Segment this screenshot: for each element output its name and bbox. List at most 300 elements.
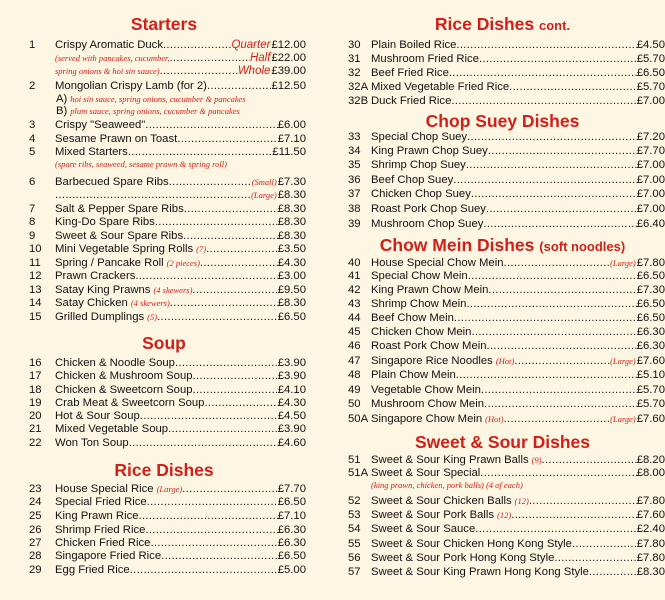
item-note: (2 pieces)	[166, 258, 200, 268]
leader-dots	[471, 326, 636, 339]
item-note: (4 skewers)	[130, 298, 170, 308]
item-number: 38	[348, 203, 361, 215]
leader-dots	[487, 340, 637, 353]
menu-item	[29, 397, 306, 410]
menu-item	[348, 81, 665, 94]
item-price: £7.00	[636, 188, 665, 200]
menu-item	[29, 423, 306, 436]
leader-dots	[488, 145, 637, 158]
item-name: Shrimp Chow Mein	[371, 298, 467, 310]
item-price: £7.80	[636, 538, 665, 550]
item-number: 32B	[348, 95, 369, 107]
item-name: Sweet & Sour Special	[371, 467, 481, 479]
leader-dots	[511, 509, 636, 522]
item-number: 42	[348, 284, 361, 296]
leader-dots	[468, 270, 637, 283]
item-number: 29	[29, 564, 42, 576]
item-number: 15	[29, 311, 42, 323]
item-name: Roast Pork Chow Mein	[371, 340, 487, 352]
item-price: £5.00	[277, 564, 306, 576]
item-number: 51A	[348, 467, 369, 479]
item-name: Special Chow Mein	[371, 270, 468, 282]
menu-item	[29, 176, 306, 189]
item-note: (9)	[531, 455, 542, 465]
menu-item	[348, 95, 665, 108]
item-price: £3.90	[277, 423, 306, 435]
item-number: 22	[29, 437, 42, 449]
leader-dots	[542, 454, 637, 467]
item-price: £7.20	[636, 131, 665, 143]
item-price: £7.00	[636, 159, 665, 171]
rice-cont-heading	[340, 14, 665, 36]
item-name: Sweet & Sour Pork Balls	[371, 509, 495, 521]
item-name: Chicken Chow Mein	[371, 326, 472, 338]
menu-item	[348, 312, 665, 325]
menu-item	[29, 524, 306, 537]
item-name: Sesame Prawn on Toast	[55, 133, 178, 145]
menu-item	[348, 188, 665, 201]
item-name: Mushroom Chow Mein	[371, 398, 485, 410]
item-number: 47	[348, 355, 361, 367]
leader-dots	[471, 188, 637, 201]
chow-mein-heading-text: Chow Mein Dishes	[379, 235, 535, 255]
menu-item	[348, 39, 665, 52]
item-number: 50A	[348, 413, 369, 425]
portion-size: (Large)	[251, 190, 277, 200]
item-name: Won Ton Soup	[55, 437, 129, 449]
item-price: £7.80	[636, 495, 665, 507]
item-number: 18	[29, 384, 42, 396]
item-price: £5.70	[636, 53, 665, 65]
option-label: B)	[56, 105, 68, 117]
item-number: 17	[29, 370, 42, 382]
item-number: 39	[348, 218, 361, 230]
leader-dots	[554, 552, 636, 565]
menu-item	[29, 537, 306, 550]
item-name: Roast Pork Chop Suey	[371, 203, 486, 215]
leader-dots	[451, 95, 636, 108]
portion-size: (Small)	[251, 177, 277, 187]
item-number: 48	[348, 369, 361, 381]
item-name: Chicken & Sweetcorn Soup	[55, 384, 193, 396]
item-price: £3.50	[277, 243, 306, 255]
leader-dots	[449, 67, 637, 80]
menu-item	[29, 564, 306, 577]
item-name: Barbecued Spare Ribs	[55, 176, 169, 188]
menu-item	[29, 52, 306, 65]
item-note: (Large)	[156, 484, 183, 494]
leader-dots	[170, 297, 278, 310]
menu-item	[348, 413, 665, 426]
portion-size: (Large)	[610, 258, 636, 268]
item-number: 26	[29, 524, 42, 536]
menu-item	[348, 509, 665, 522]
menu-item	[29, 297, 306, 310]
leader-dots	[147, 496, 278, 509]
leader-dots	[479, 53, 637, 66]
menu-item	[348, 566, 665, 579]
item-name: Special Chop Suey	[371, 131, 468, 143]
item-number: 5	[29, 146, 36, 158]
item-price: £5.70	[636, 81, 665, 93]
item-price: £8.30	[277, 230, 306, 242]
item-name: Chicken Fried Rice	[55, 537, 151, 549]
item-price: £6.50	[277, 311, 306, 323]
menu-item	[29, 243, 306, 256]
item-number: 31	[348, 53, 361, 65]
menu-item	[348, 369, 665, 382]
item-number: 3	[29, 119, 36, 131]
item-price: £7.80	[636, 552, 665, 564]
leader-dots	[129, 437, 278, 450]
leader-dots	[466, 298, 636, 311]
item-name: Plain Boiled Rice	[371, 39, 457, 51]
item-price: £3.90	[277, 370, 306, 382]
item-name: Chicken & Mushroom Soup	[55, 370, 193, 382]
portion-size: Quarter	[231, 39, 271, 51]
item-name: Mongolian Crispy Lamb (for 2)	[55, 80, 207, 92]
item-price: £7.70	[636, 145, 665, 157]
item-number: 45	[348, 326, 361, 338]
item-name: Beef Chow Mein	[371, 312, 454, 324]
item-price: £8.30	[277, 189, 306, 201]
menu-item	[29, 65, 306, 78]
item-number: 52	[348, 495, 361, 507]
item-number: 23	[29, 483, 42, 495]
item-price: £7.60	[636, 509, 665, 521]
chow-mein-heading-sub: (soft noodles)	[539, 239, 626, 254]
item-price: £7.60	[636, 413, 665, 425]
option-label: A)	[56, 93, 68, 105]
item-number: 8	[29, 216, 36, 228]
menu-item	[348, 326, 665, 339]
item-number: 27	[29, 537, 42, 549]
leader-dots	[206, 243, 278, 256]
menu-item	[348, 398, 665, 411]
item-price: £12.50	[271, 80, 306, 92]
menu-item	[29, 230, 306, 243]
item-price: £5.10	[636, 369, 665, 381]
item-name: Mini Vegetable Spring Rolls	[55, 243, 194, 255]
item-name: Sweet & Sour Sauce	[371, 523, 476, 535]
leader-dots	[486, 203, 637, 216]
item-number: 19	[29, 397, 42, 409]
item-price: £7.00	[636, 174, 665, 186]
item-price: £6.30	[636, 340, 665, 352]
item-price: £8.30	[277, 297, 306, 309]
rice-heading: Rice Dishes	[114, 460, 214, 480]
menu-item	[348, 495, 665, 508]
item-name: King Prawn Chop Suey	[371, 145, 488, 157]
item-price: £7.00	[636, 95, 665, 107]
menu-item	[29, 203, 306, 216]
menu-item	[29, 119, 306, 132]
item-name: Shrimp Fried Rice	[55, 524, 146, 536]
item-description: spring onions & hoi sin sauce)	[55, 66, 160, 76]
leader-dots	[175, 357, 278, 370]
item-number: 21	[29, 423, 42, 435]
menu-item	[29, 357, 306, 370]
item-number: 32A	[348, 81, 369, 93]
item-price: £4.10	[277, 384, 306, 396]
item-number: 12	[29, 270, 42, 282]
item-price: £7.60	[636, 355, 665, 367]
item-name: Chicken Chop Suey	[371, 188, 471, 200]
leader-dots	[184, 203, 278, 216]
item-name: Egg Fried Rice	[55, 564, 130, 576]
item-name: Duck Fried Rice	[371, 95, 452, 107]
rice-cont-heading-sub: cont.	[539, 18, 571, 33]
item-number: 11	[29, 257, 41, 269]
item-name: Prawn Crackers	[55, 270, 136, 282]
option-description: plum sauce, spring onions, cucumber & pancakes	[70, 106, 240, 116]
menu-option-line	[56, 105, 240, 117]
item-name: Mixed Vegetable Soup	[55, 423, 169, 435]
item-price: £8.00	[636, 467, 665, 479]
leader-dots	[483, 218, 636, 231]
leader-dots	[169, 52, 250, 65]
menu-item	[348, 159, 665, 172]
leader-dots	[139, 510, 278, 523]
item-name: Salt & Pepper Spare Ribs	[55, 203, 184, 215]
menu-item	[29, 496, 306, 509]
menu-item	[348, 298, 665, 311]
item-name: King Prawn Chow Mein	[371, 284, 489, 296]
item-number: 30	[348, 39, 361, 51]
item-name: Singapore Rice Noodles	[371, 355, 493, 367]
item-number: 36	[348, 174, 361, 186]
item-note: (12)	[497, 510, 512, 520]
item-price: £8.30	[636, 566, 665, 578]
chop-suey-heading: Chop Suey Dishes	[425, 111, 580, 131]
portion-size: (Large)	[610, 414, 636, 424]
item-name: Mushroom Fried Rice	[371, 53, 479, 65]
item-price: £7.10	[277, 510, 306, 522]
leader-dots	[128, 146, 272, 159]
leader-dots	[456, 369, 637, 382]
item-number: 43	[348, 298, 361, 310]
item-price: £7.80	[636, 257, 665, 269]
item-name: Plain Chow Mein	[371, 369, 456, 381]
item-price: £4.60	[277, 437, 306, 449]
item-price: £6.50	[277, 550, 306, 562]
option-description: hoi sin sauce, spring onions, cucumber & pancakes	[70, 94, 246, 104]
menu-item	[348, 53, 665, 66]
leader-dots	[145, 119, 277, 132]
item-number: 32	[348, 67, 361, 79]
item-price: £6.50	[636, 312, 665, 324]
item-price: £7.30	[636, 284, 665, 296]
menu-item	[348, 467, 665, 480]
item-price: £6.40	[636, 218, 665, 230]
item-price: £4.30	[277, 397, 306, 409]
item-price: £7.10	[277, 133, 306, 145]
item-price: £6.50	[277, 496, 306, 508]
item-price: £6.50	[636, 298, 665, 310]
menu-item	[29, 550, 306, 563]
item-price: £7.30	[277, 176, 306, 188]
item-number: 7	[29, 203, 36, 215]
leader-dots	[150, 537, 277, 550]
leader-dots	[155, 216, 278, 229]
item-name: Mixed Starters	[55, 146, 128, 158]
menu-item	[348, 384, 665, 397]
menu-item	[348, 218, 665, 231]
menu-item	[29, 80, 306, 93]
leader-dots	[589, 566, 637, 579]
menu-item	[29, 257, 306, 270]
item-number: 16	[29, 357, 42, 369]
leader-dots	[161, 550, 278, 563]
item-price: £7.70	[277, 483, 306, 495]
item-number: 13	[29, 284, 42, 296]
menu-item	[29, 410, 306, 423]
leader-dots	[163, 39, 231, 52]
item-name: Mixed Vegetable Fried Rice	[371, 81, 510, 93]
item-price: £6.30	[636, 326, 665, 338]
leader-dots	[182, 483, 277, 496]
item-name: Sweet & Sour Pork Hong Kong Style	[371, 552, 555, 564]
item-description: (served with pancakes, cucumber,	[55, 53, 170, 63]
item-name: Sweet & Sour Chicken Balls	[371, 495, 512, 507]
menu-item	[29, 39, 306, 52]
item-number: 44	[348, 312, 361, 324]
item-number: 4	[29, 133, 36, 145]
item-name: Sweet & Sour Chicken Hong Kong Style	[371, 538, 572, 550]
item-name: Special Fried Rice	[55, 496, 147, 508]
item-number: 57	[348, 566, 361, 578]
menu-item	[348, 284, 665, 297]
item-name: Satay Chicken	[55, 297, 128, 309]
leader-dots	[168, 423, 278, 436]
item-price: £8.20	[636, 454, 665, 466]
item-price: £39.00	[271, 65, 306, 77]
item-name: King-Do Spare Ribs	[55, 216, 155, 228]
item-name: Satay King Prawns	[55, 284, 151, 296]
leader-dots	[193, 384, 278, 397]
item-price: £4.30	[277, 257, 306, 269]
item-price: £3.00	[277, 270, 306, 282]
item-price: £8.30	[277, 203, 306, 215]
item-price: £5.70	[636, 384, 665, 396]
portion-size: (Large)	[610, 356, 636, 366]
item-price: £5.70	[636, 398, 665, 410]
item-price: £2.40	[636, 523, 665, 535]
menu-item	[29, 510, 306, 523]
item-price: £3.90	[277, 357, 306, 369]
item-note: (Hot)	[495, 356, 515, 366]
menu-item	[348, 174, 665, 187]
item-price: £9.50	[277, 284, 306, 296]
item-price: £6.30	[277, 524, 306, 536]
item-name: Crab Meat & Sweetcorn Soup	[55, 397, 205, 409]
item-number: 53	[348, 509, 361, 521]
item-name: Sweet & Sour King Prawn Balls	[371, 454, 529, 466]
item-name: Sweet & Sour Spare Ribs	[55, 230, 184, 242]
menu-item	[348, 355, 665, 368]
leader-dots	[529, 495, 637, 508]
leader-dots	[504, 413, 610, 426]
item-name: Grilled Dumplings	[55, 311, 145, 323]
leader-dots	[55, 189, 251, 202]
item-note: (4 skewers)	[153, 285, 193, 295]
menu-item	[29, 483, 306, 496]
menu-item	[29, 384, 306, 397]
menu-item	[29, 284, 306, 297]
item-number: 34	[348, 145, 361, 157]
leader-dots	[193, 370, 278, 383]
leader-dots	[480, 467, 636, 480]
item-number: 20	[29, 410, 42, 422]
item-name: Crispy "Seaweed"	[55, 119, 146, 131]
item-number: 25	[29, 510, 42, 522]
menu-item	[29, 311, 306, 324]
item-name: Chicken & Noodle Soup	[55, 357, 175, 369]
item-number: 6	[29, 176, 36, 188]
item-note: (5)	[147, 312, 158, 322]
leader-dots	[481, 384, 637, 397]
item-name: Singapore Chow Mein	[371, 413, 483, 425]
item-number: 33	[348, 131, 361, 143]
leader-dots	[453, 174, 636, 187]
item-name: King Prawn Rice	[55, 510, 139, 522]
sweet-sour-heading: Sweet & Sour Dishes	[414, 432, 591, 452]
item-name: House Special Rice	[55, 483, 154, 495]
portion-size: Half	[249, 52, 271, 64]
leader-dots	[454, 312, 637, 325]
menu-item	[348, 67, 665, 80]
leader-dots	[140, 410, 278, 423]
menu-option-line	[56, 93, 246, 105]
item-name: Beef Fried Rice	[371, 67, 449, 79]
item-number: 40	[348, 257, 361, 269]
item-description: (spare ribs, seaweed, sesame prawn & spring roll)	[55, 159, 227, 169]
leader-dots	[204, 397, 277, 410]
item-number: 54	[348, 523, 361, 535]
menu-item	[348, 552, 665, 565]
item-number: 56	[348, 552, 361, 564]
leader-dots	[200, 257, 278, 270]
item-number: 2	[29, 80, 36, 92]
menu-item	[348, 203, 665, 216]
item-price: £11.50	[272, 146, 306, 158]
leader-dots	[145, 524, 277, 537]
menu-item	[29, 270, 306, 283]
menu-item	[348, 340, 665, 353]
item-number: 51	[348, 454, 361, 466]
item-note: (7)	[196, 244, 207, 254]
chow-mein-heading	[340, 235, 665, 257]
item-note: (Hot)	[485, 414, 504, 424]
menu-item	[29, 216, 306, 229]
menu-item	[348, 454, 665, 467]
item-name: House Special Chow Mein	[371, 257, 504, 269]
menu-item	[348, 131, 665, 144]
item-number: 50	[348, 398, 361, 410]
item-name: Sweet & Sour King Prawn Hong Kong Style	[371, 566, 589, 578]
menu-item	[348, 257, 665, 270]
leader-dots	[467, 131, 637, 144]
item-number: 55	[348, 538, 361, 550]
rice-cont-heading-text: Rice Dishes	[434, 14, 535, 34]
item-price: £22.00	[271, 52, 306, 64]
item-number: 1	[29, 39, 36, 51]
leader-dots	[160, 65, 238, 78]
item-number: 24	[29, 496, 42, 508]
menu-item	[29, 370, 306, 383]
item-price: £6.30	[277, 537, 306, 549]
menu-item	[348, 145, 665, 158]
